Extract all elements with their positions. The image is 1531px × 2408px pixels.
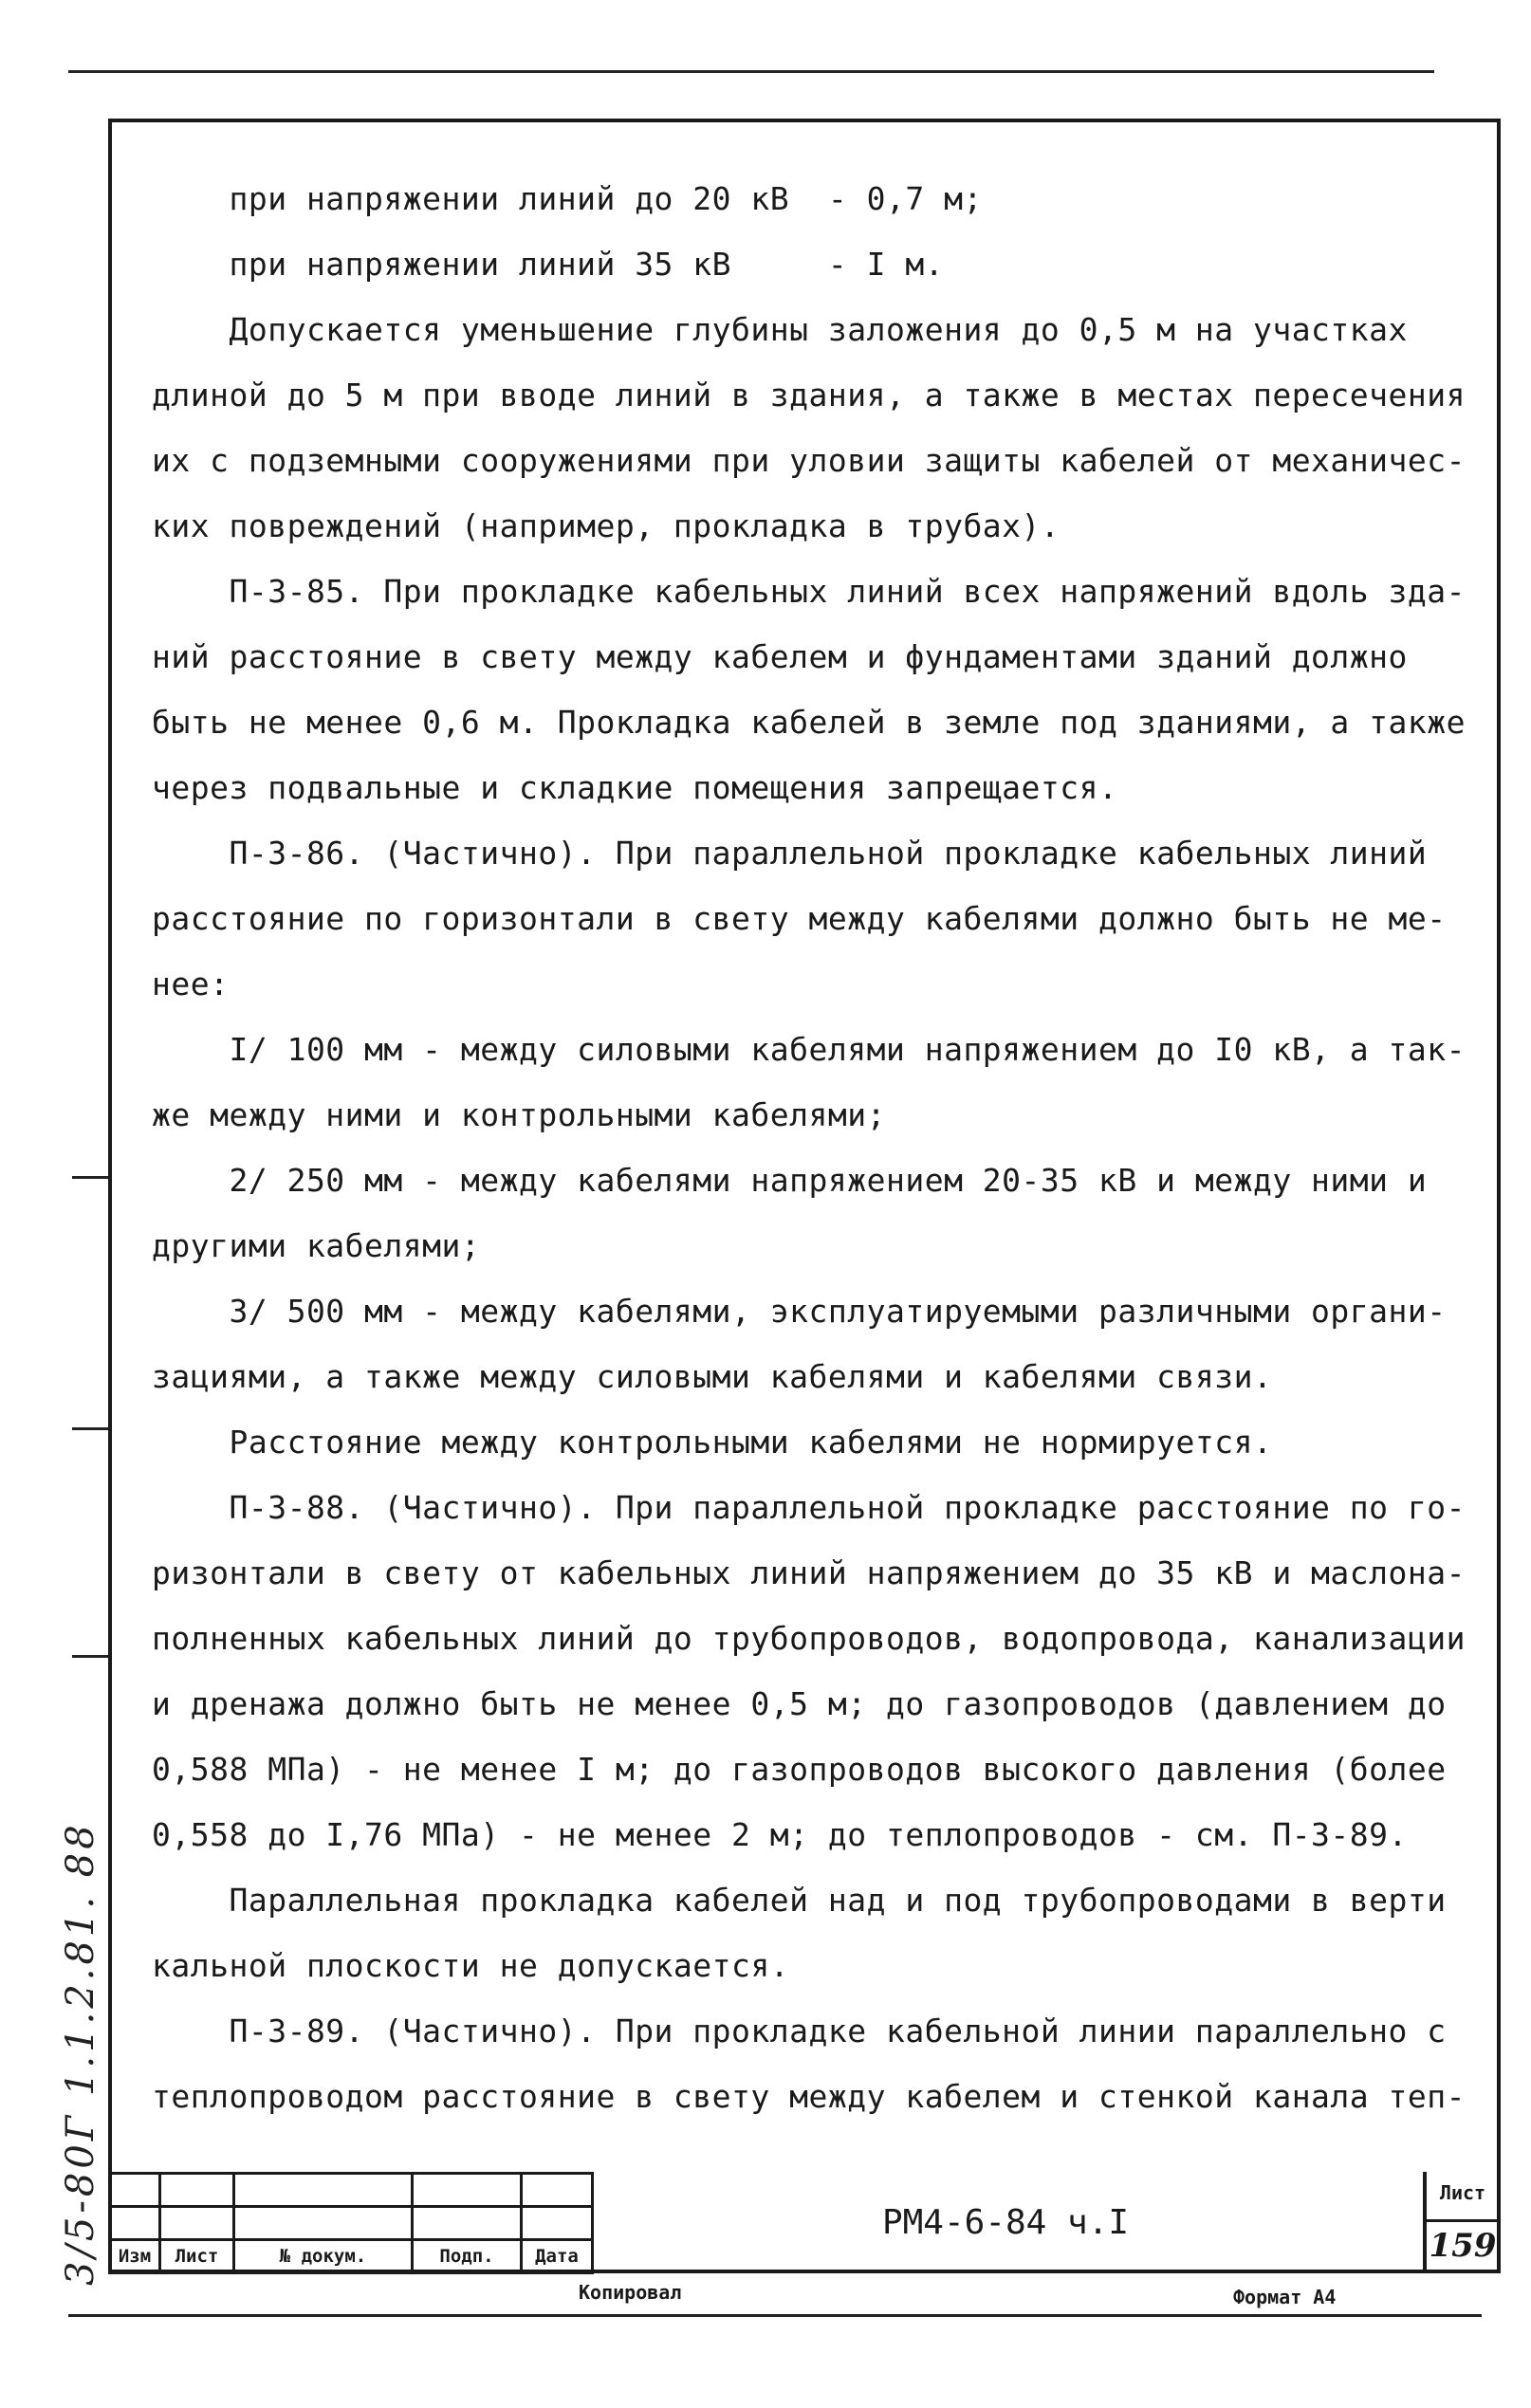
text-line: и дренажа должно быть не менее 0,5 м; до газопроводов (давлением до bbox=[152, 1685, 1447, 1722]
text-line: через подвальные и складкие помещения запрещается. bbox=[152, 769, 1118, 806]
text-line: ких повреждений (например, прокладка в трубах). bbox=[152, 507, 1061, 544]
text-line: ризонтали в свету от кабельных линий напряжением до 35 кВ и маслона- bbox=[152, 1554, 1466, 1591]
text-line: кальной плоскости не допускается. bbox=[152, 1947, 790, 1984]
text-line: быть не менее 0,6 м. Прокладка кабелей в земле под зданиями, а также bbox=[152, 704, 1466, 741]
top-rule bbox=[68, 70, 1434, 73]
text-line: Параллельная прокладка кабелей над и под трубопроводами в верти bbox=[152, 1882, 1447, 1919]
stamp-label-date: Дата bbox=[522, 2240, 593, 2273]
text-line: 2/ 250 мм - между кабелями напряжением 20-35 кВ и между ними и bbox=[152, 1162, 1428, 1199]
margin-tick bbox=[72, 1176, 108, 1179]
text-line: I/ 100 мм - между силовыми кабелями напряжением до I0 кВ, а так- bbox=[152, 1031, 1466, 1068]
stamp-label-doc-number: № докум. bbox=[234, 2240, 413, 2273]
document-code: РМ4-6-84 ч.I bbox=[881, 2203, 1130, 2242]
text-line: расстояние по горизонтали в свету между кабелями должно быть не ме- bbox=[152, 900, 1447, 937]
text-line: полненных кабельных линий до трубопроводов, водопровода, канализации bbox=[152, 1620, 1466, 1657]
text-line: другими кабелями; bbox=[152, 1227, 481, 1264]
sheet-number: 159 bbox=[1429, 2227, 1497, 2265]
bottom-rule bbox=[68, 2314, 1482, 2317]
text-line: длиной до 5 м при вводе линий в здания, а также в местах пересечения bbox=[152, 377, 1466, 414]
text-line: нее: bbox=[152, 965, 230, 1002]
text-line: теплопроводом расстояние в свету между кабелем и стенкой канала теп- bbox=[152, 2078, 1466, 2115]
margin-tick bbox=[72, 1427, 108, 1430]
sheet-label: Лист bbox=[1439, 2181, 1486, 2204]
text-line: П-3-88. (Частично). При параллельной прокладке расстояние по го- bbox=[152, 1489, 1466, 1526]
text-line: их с подземными сооружениями при уловии защиты кабелей от механичес- bbox=[152, 442, 1466, 479]
footer-format-label: Формат А4 bbox=[1233, 2286, 1337, 2308]
text-line: же между ними и контрольными кабелями; bbox=[152, 1096, 886, 1133]
text-line: П-3-85. При прокладке кабельных линий всех напряжений вдоль зда- bbox=[152, 573, 1466, 610]
text-line: зациями, а также между силовыми кабелями и кабелями связи. bbox=[152, 1358, 1273, 1395]
text-line: 3/ 500 мм - между кабелями, эксплуатируемыми различными органи- bbox=[152, 1293, 1447, 1330]
text-line: 0,558 до I,76 МПа) - не менее 2 м; до теплопроводов - см. П-3-89. bbox=[152, 1816, 1408, 1853]
text-line: Допускается уменьшение глубины заложения до 0,5 м на участках bbox=[152, 311, 1408, 348]
title-block-table bbox=[108, 2172, 594, 2274]
sheet-divider bbox=[1423, 2219, 1501, 2222]
stamp-label-sheet: Лист bbox=[160, 2240, 234, 2273]
text-line: при напряжении линий до 20 кВ - 0,7 м; bbox=[152, 180, 983, 217]
stamp-label-change: Изм bbox=[110, 2240, 160, 2273]
text-line: Расстояние между контрольными кабелями не нормируется. bbox=[152, 1424, 1273, 1461]
text-line: 0,588 МПа) - не менее I м; до газопроводов высокого давления (более bbox=[152, 1751, 1447, 1788]
text-line: П-3-89. (Частично). При прокладке кабельной линии параллельно с bbox=[152, 2013, 1447, 2050]
text-line: ний расстояние в свету между кабелем и фундаментами зданий должно bbox=[152, 638, 1408, 675]
text-line: при напряжении линий 35 кВ - I м. bbox=[152, 246, 945, 283]
stamp-label-signature: Подп. bbox=[413, 2240, 522, 2273]
footer-copied-label: Копировал bbox=[579, 2281, 682, 2304]
text-line: П-3-86. (Частично). При параллельной прокладке кабельных линий bbox=[152, 835, 1428, 872]
margin-handwritten-note: 3/5-80Г 1.1.2.81. 88 bbox=[59, 1821, 102, 2286]
